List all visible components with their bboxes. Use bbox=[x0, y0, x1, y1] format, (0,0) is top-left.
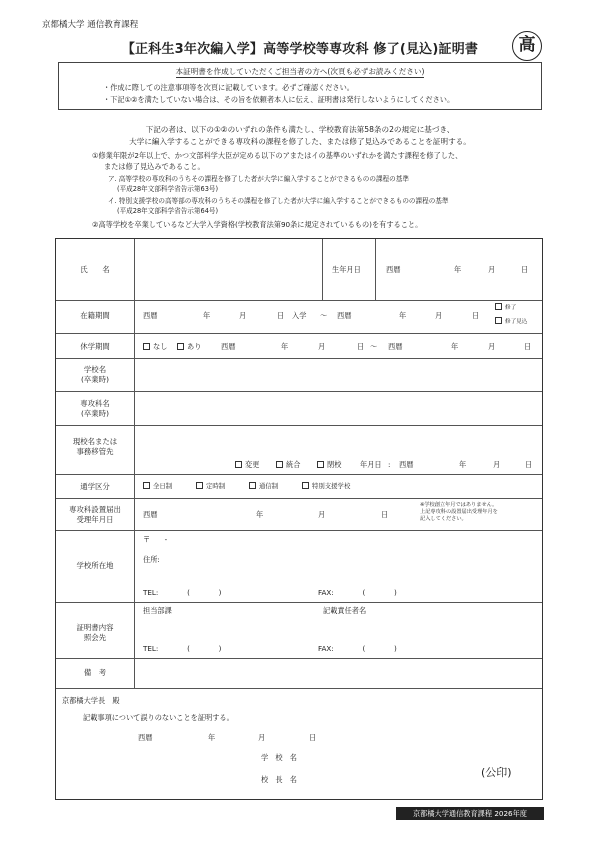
merger-text: 統合 bbox=[286, 460, 301, 469]
special-support-checkbox[interactable] bbox=[302, 482, 309, 489]
intro-line: 大学に編入学することができる専攻科の課程を修了した、または修了見込みであることを証明する。 bbox=[129, 137, 471, 146]
leave-end-year-unit: 年 bbox=[451, 342, 459, 351]
leave-end-day-unit: 日 bbox=[524, 342, 532, 351]
cert-date-day-unit: 日 bbox=[309, 733, 317, 742]
remarks-label: 備 考 bbox=[83, 668, 107, 677]
completion-expected-option[interactable] bbox=[495, 317, 527, 326]
leave-yes-checkbox[interactable] bbox=[177, 343, 184, 350]
status-date-day-unit: 日 bbox=[525, 460, 533, 469]
enroll-end-era: 西暦 bbox=[337, 311, 352, 320]
postal-code: 〒 - bbox=[143, 535, 168, 544]
parttime-text: 定時制 bbox=[206, 482, 226, 490]
parttime-option[interactable] bbox=[196, 482, 225, 490]
notice-bullet: ・下記①②を満たしていない場合は、その旨を依頼者本人に伝え、証明書は発行しないようにしてください。 bbox=[103, 95, 455, 104]
leave-start-year-unit: 年 bbox=[281, 342, 289, 351]
contact-fax: FAX: ( ) bbox=[318, 644, 397, 653]
closure-option[interactable] bbox=[317, 460, 341, 470]
condition-1: ①修業年限が2年以上で、かつ文部科学大臣が定める以下のアまたはイの基準のいずれかを満たす課程を修了した、 bbox=[92, 151, 463, 160]
birth-year-unit: 年 bbox=[454, 265, 462, 274]
leave-label: 休学期間 bbox=[80, 342, 110, 351]
cert-date-month-unit: 月 bbox=[258, 733, 266, 742]
enrollment-label: 在籍期間 bbox=[80, 311, 110, 320]
leave-start-era: 西暦 bbox=[221, 342, 236, 351]
criterion-b-source: (平成28年文部科学省告示第64号) bbox=[117, 207, 219, 215]
intro-line: 下記の者は、以下の①②のいずれの条件も満たし、学校教育法第58条の2の規定に基づき、 bbox=[145, 125, 455, 134]
enroll-range-sep: ～ bbox=[320, 311, 328, 320]
correspondence-checkbox[interactable] bbox=[249, 482, 256, 489]
notice-bullet: ・作成に際しての注意事項等を次頁に記載しています。必ずご確認ください。 bbox=[103, 83, 354, 92]
special-support-text: 特別支援学校 bbox=[312, 482, 351, 490]
leave-end-era: 西暦 bbox=[388, 342, 403, 351]
notice-box bbox=[58, 62, 542, 110]
filing-month-unit: 月 bbox=[318, 510, 326, 519]
special-support-option[interactable] bbox=[302, 482, 350, 490]
cert-date-year-unit: 年 bbox=[208, 733, 216, 742]
condition-2: ②高等学校を卒業しているなど大学入学資格(学校教育法第90条に規定されているもの)を有すること。 bbox=[92, 220, 423, 229]
leave-start-month-unit: 月 bbox=[318, 342, 326, 351]
page-title: 【正科生3年次編入学】高等学校等専攻科 修了(見込)証明書 bbox=[121, 42, 479, 57]
criterion-b: イ. 特別支援学校の高等部の専攻科のうちその課程を修了した者が大学に編入学することができるものの課程の基準 bbox=[108, 197, 449, 205]
leave-end-month-unit: 月 bbox=[488, 342, 496, 351]
fulltime-option[interactable] bbox=[143, 482, 172, 490]
certification-statement: 記載事項について誤りのないことを証明する。 bbox=[83, 713, 234, 722]
filing-era: 西暦 bbox=[143, 510, 158, 519]
fulltime-text: 全日制 bbox=[153, 482, 173, 490]
status-date-label: 年月日 bbox=[360, 460, 382, 469]
merger-option[interactable] bbox=[276, 460, 300, 470]
correspondence-text: 通信制 bbox=[259, 482, 279, 490]
change-option[interactable] bbox=[235, 460, 259, 470]
closure-checkbox[interactable] bbox=[317, 461, 324, 468]
leave-yes-option[interactable] bbox=[177, 342, 201, 352]
commute-type-label: 通学区分 bbox=[80, 482, 110, 491]
leave-none-checkbox[interactable] bbox=[143, 343, 150, 350]
filing-note: ※学校創立年月ではありません。 上記専攻科の設置届出受理年月を 記入してください。 bbox=[420, 502, 498, 522]
school-address-label: 学校所在地 bbox=[76, 561, 114, 570]
change-checkbox[interactable] bbox=[235, 461, 242, 468]
fulltime-checkbox[interactable] bbox=[143, 482, 150, 489]
enroll-start-era: 西暦 bbox=[143, 311, 158, 320]
department-label: 専攻科名 (卒業時) bbox=[80, 399, 110, 418]
enroll-start-month-unit: 月 bbox=[239, 311, 247, 320]
enroll-end-day-unit: 日 bbox=[472, 311, 480, 320]
status-date-colon: : bbox=[388, 460, 391, 469]
change-text: 変更 bbox=[245, 460, 260, 469]
filing-year-unit: 年 bbox=[256, 510, 264, 519]
leave-none-text: なし bbox=[153, 342, 168, 351]
condition-1-cont: または修了見込みであること。 bbox=[104, 162, 205, 171]
merger-checkbox[interactable] bbox=[276, 461, 283, 468]
address-fax: FAX: ( ) bbox=[318, 588, 397, 597]
status-date-era: 西暦 bbox=[399, 460, 414, 469]
completed-text: 修了 bbox=[505, 305, 517, 311]
status-date-month-unit: 月 bbox=[493, 460, 501, 469]
address-text: 住所: bbox=[143, 555, 160, 564]
responsible-person: 記載責任者名 bbox=[323, 606, 367, 615]
high-school-badge: 高 bbox=[512, 31, 542, 61]
address-tel: TEL: ( ) bbox=[143, 588, 222, 597]
birth-era: 西暦 bbox=[386, 265, 401, 274]
addressee: 京都橘大学長 殿 bbox=[62, 696, 120, 705]
leave-yes-text: あり bbox=[187, 342, 202, 351]
official-seal-label: (公印) bbox=[481, 766, 512, 779]
correspondence-option[interactable] bbox=[249, 482, 278, 490]
enroll-end-month-unit: 月 bbox=[435, 311, 443, 320]
enroll-end-year-unit: 年 bbox=[399, 311, 407, 320]
leave-start-day-unit: 日 bbox=[357, 342, 365, 351]
enroll-start-day-unit: 日 bbox=[277, 311, 285, 320]
birth-day-unit: 日 bbox=[521, 265, 529, 274]
cert-date-era: 西暦 bbox=[138, 733, 153, 742]
organization-name: 京都橘大学 通信教育課程 bbox=[42, 20, 139, 30]
leave-none-option[interactable] bbox=[143, 342, 167, 352]
completed-option[interactable] bbox=[495, 303, 516, 312]
birthdate-label: 生年月日 bbox=[332, 265, 361, 274]
filing-day-unit: 日 bbox=[381, 510, 389, 519]
name-label: 氏 名 bbox=[80, 265, 110, 274]
inquiry-contact-label: 証明書内容 照会先 bbox=[76, 623, 114, 642]
department-in-charge: 担当部課 bbox=[143, 606, 172, 615]
enroll-start-year-unit: 年 bbox=[203, 311, 211, 320]
completed-checkbox[interactable] bbox=[495, 303, 502, 310]
completion-expected-text: 修了見込 bbox=[505, 319, 528, 325]
closure-text: 閉校 bbox=[327, 460, 342, 469]
completion-expected-checkbox[interactable] bbox=[495, 317, 502, 324]
principal-name-signature: 校 長 名 bbox=[261, 775, 297, 784]
certificate-form bbox=[55, 238, 543, 800]
school-name-label: 学校名 (卒業時) bbox=[81, 365, 109, 384]
current-school-label: 現校名または 事務移管先 bbox=[72, 437, 118, 456]
birth-month-unit: 月 bbox=[488, 265, 496, 274]
parttime-checkbox[interactable] bbox=[196, 482, 203, 489]
leave-range-sep: ～ bbox=[370, 342, 378, 351]
status-date-year-unit: 年 bbox=[459, 460, 467, 469]
footer-badge: 京都橘大学通信教育課程 2026年度 bbox=[396, 807, 544, 820]
school-name-signature: 学 校 名 bbox=[261, 753, 297, 762]
notice-heading: 本証明書を作成していただくご担当者の方へ(次頁も必ずお読みください) bbox=[175, 67, 425, 76]
contact-tel: TEL: ( ) bbox=[143, 644, 222, 653]
enroll-admission-text: 入学 bbox=[292, 311, 307, 320]
filing-date-label: 専攻科設置届出 受理年月日 bbox=[69, 505, 121, 524]
criterion-a: ア. 高等学校の専攻科のうちその課程を修了した者が大学に編入学することができるものの課程の基準 bbox=[108, 175, 409, 183]
criterion-a-source: (平成28年文部科学省告示第63号) bbox=[117, 185, 219, 193]
